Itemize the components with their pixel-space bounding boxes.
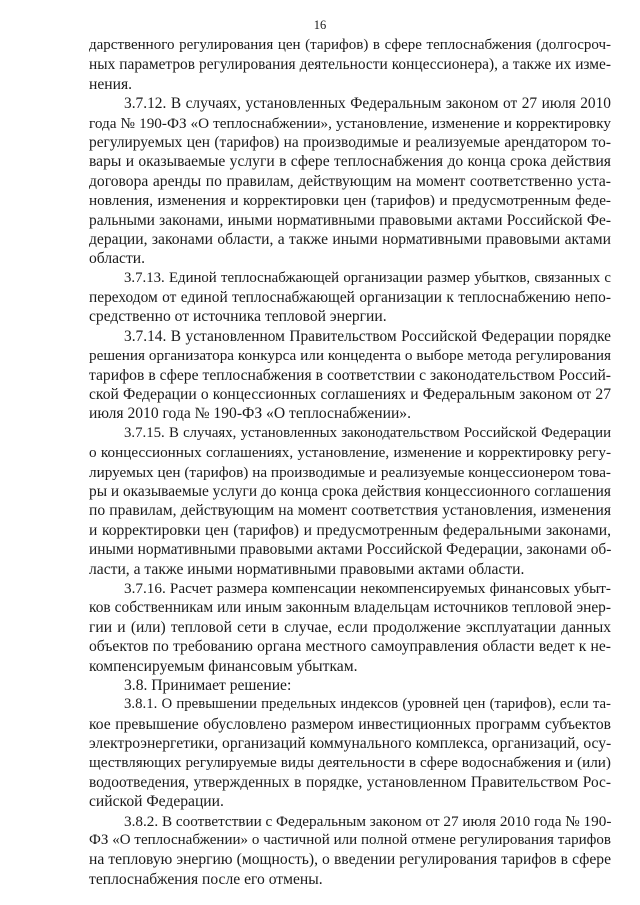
text-line: объектов по требованию органа местного самоуправления области ведет к не- [89, 638, 611, 656]
text-line: средственно от источника тепловой энергии. [89, 308, 387, 326]
text-line: сийской Федерации. [89, 793, 224, 811]
text-line: договора аренды по правилам, действующим на момент соответственно уста- [89, 172, 611, 190]
text-line: новления, изменения и корректировки цен (тарифов) и предусмотренным феде- [89, 192, 611, 210]
text-line: нения. [89, 75, 133, 93]
text-line: ФЗ «О теплоснабжении» о частичной или полной отмене регулирования тарифов [89, 832, 611, 849]
text-line: июля 2010 года № 190-ФЗ «О теплоснабжении». [89, 405, 412, 423]
text-line: ры и оказываемые услуги до конца срока действия концессионного соглашения [89, 482, 611, 500]
text-line: иными нормативными правовыми актами Российской Федерации, законами об- [89, 541, 611, 559]
paragraph-first-line: 3.7.14. В установленном Правительством Российской Федерации порядке [124, 327, 611, 345]
page-number: 16 [313, 18, 327, 32]
text-line: ществляющих регулируемые виды деятельности в сфере водоснабжения и (или) [89, 754, 611, 772]
text-line: о концессионных соглашениях, установление, изменение и корректировку регу- [89, 444, 611, 462]
text-line: на тепловую энергию (мощность), о введении регулирования тарифов в сфере [89, 851, 611, 869]
paragraph-first-line: 3.7.12. В случаях, установленных Федеральным законом от 27 июля 2010 [124, 95, 611, 113]
text-line: лируемых цен (тарифов) на производимые и реализуемые концессионером това- [89, 463, 611, 481]
paragraph-first-line: 3.7.15. В случаях, установленных законодательством Российской Федерации [124, 424, 611, 441]
paragraph-first-line: 3.7.16. Расчет размера компенсации некомпенсируемых финансовых убыт- [124, 579, 611, 597]
text-line: года № 190-ФЗ «О теплоснабжении», установление, изменение и корректировку [89, 114, 611, 132]
text-line: ральными законами, иными нормативными правовыми актами Российской Фе- [89, 211, 611, 229]
text-line: тарифов в сфере теплоснабжения в соответствии с законодательством Россий- [89, 366, 611, 384]
text-line: переходом от единой теплоснабжающей организации к теплоснабжению непо- [89, 289, 611, 307]
text-line: решения организатора конкурса или концедента о выборе метода регулирования [89, 347, 611, 365]
text-line: и корректировки цен (тарифов) и предусмотренным федеральными законами, [89, 521, 611, 539]
text-line: по правилам, действующим на момент соответствия установления, изменения [89, 502, 611, 520]
text-line: теплоснабжения после его отмены. [89, 870, 323, 888]
text-line: ласти, а также иными нормативными правовыми актами области. [89, 560, 525, 578]
document-body [89, 36, 611, 889]
text-line: области. [89, 250, 146, 268]
paragraph-first-line: 3.8.2. В соответствии с Федеральным законом от 27 июля 2010 года № 190- [124, 812, 611, 830]
text-line: водоотведения, утвержденных в порядке, установленном Правительством Рос- [89, 773, 611, 791]
paragraph-first-line: 3.7.13. Единой теплоснабжающей организации размер убытков, связанных с [124, 269, 611, 286]
text-line: кое превышение обусловлено размером инвестиционных программ субъектов [89, 715, 611, 733]
text-line: дарственного регулирования цен (тарифов) в сфере теплоснабжения (долгосроч- [89, 37, 611, 53]
text-line: электроэнергетики, организаций коммунального комплекса, организаций, осу- [89, 735, 611, 753]
text-line: ных параметров регулирования деятельности концессионера), а также их изме- [89, 56, 611, 74]
paragraph-first-line: 3.8.1. О превышении предельных индексов (уровней цен (тарифов), если та- [124, 696, 611, 713]
text-line: вары и оказываемые услуги в сфере теплоснабжения до конца срока действия [89, 153, 611, 171]
text-line: дерации, законами области, а также иными нормативными правовыми актами [89, 230, 611, 248]
text-line: регулируемых цен (тарифов) на производимые и реализуемые арендатором то- [89, 133, 611, 151]
text-line: ков собственникам или иным законным владельцам источников тепловой энер- [89, 599, 611, 617]
text-line: компенсируемым финансовым убыткам. [89, 657, 358, 675]
text-line: гии и (или) тепловой сети в случае, если продолжение эксплуатации данных [89, 618, 611, 636]
text-line: ской Федерации о концессионных соглашениях и Федеральным законом от 27 [89, 386, 611, 404]
paragraph-first-line: 3.8. Принимает решение: [124, 676, 292, 694]
